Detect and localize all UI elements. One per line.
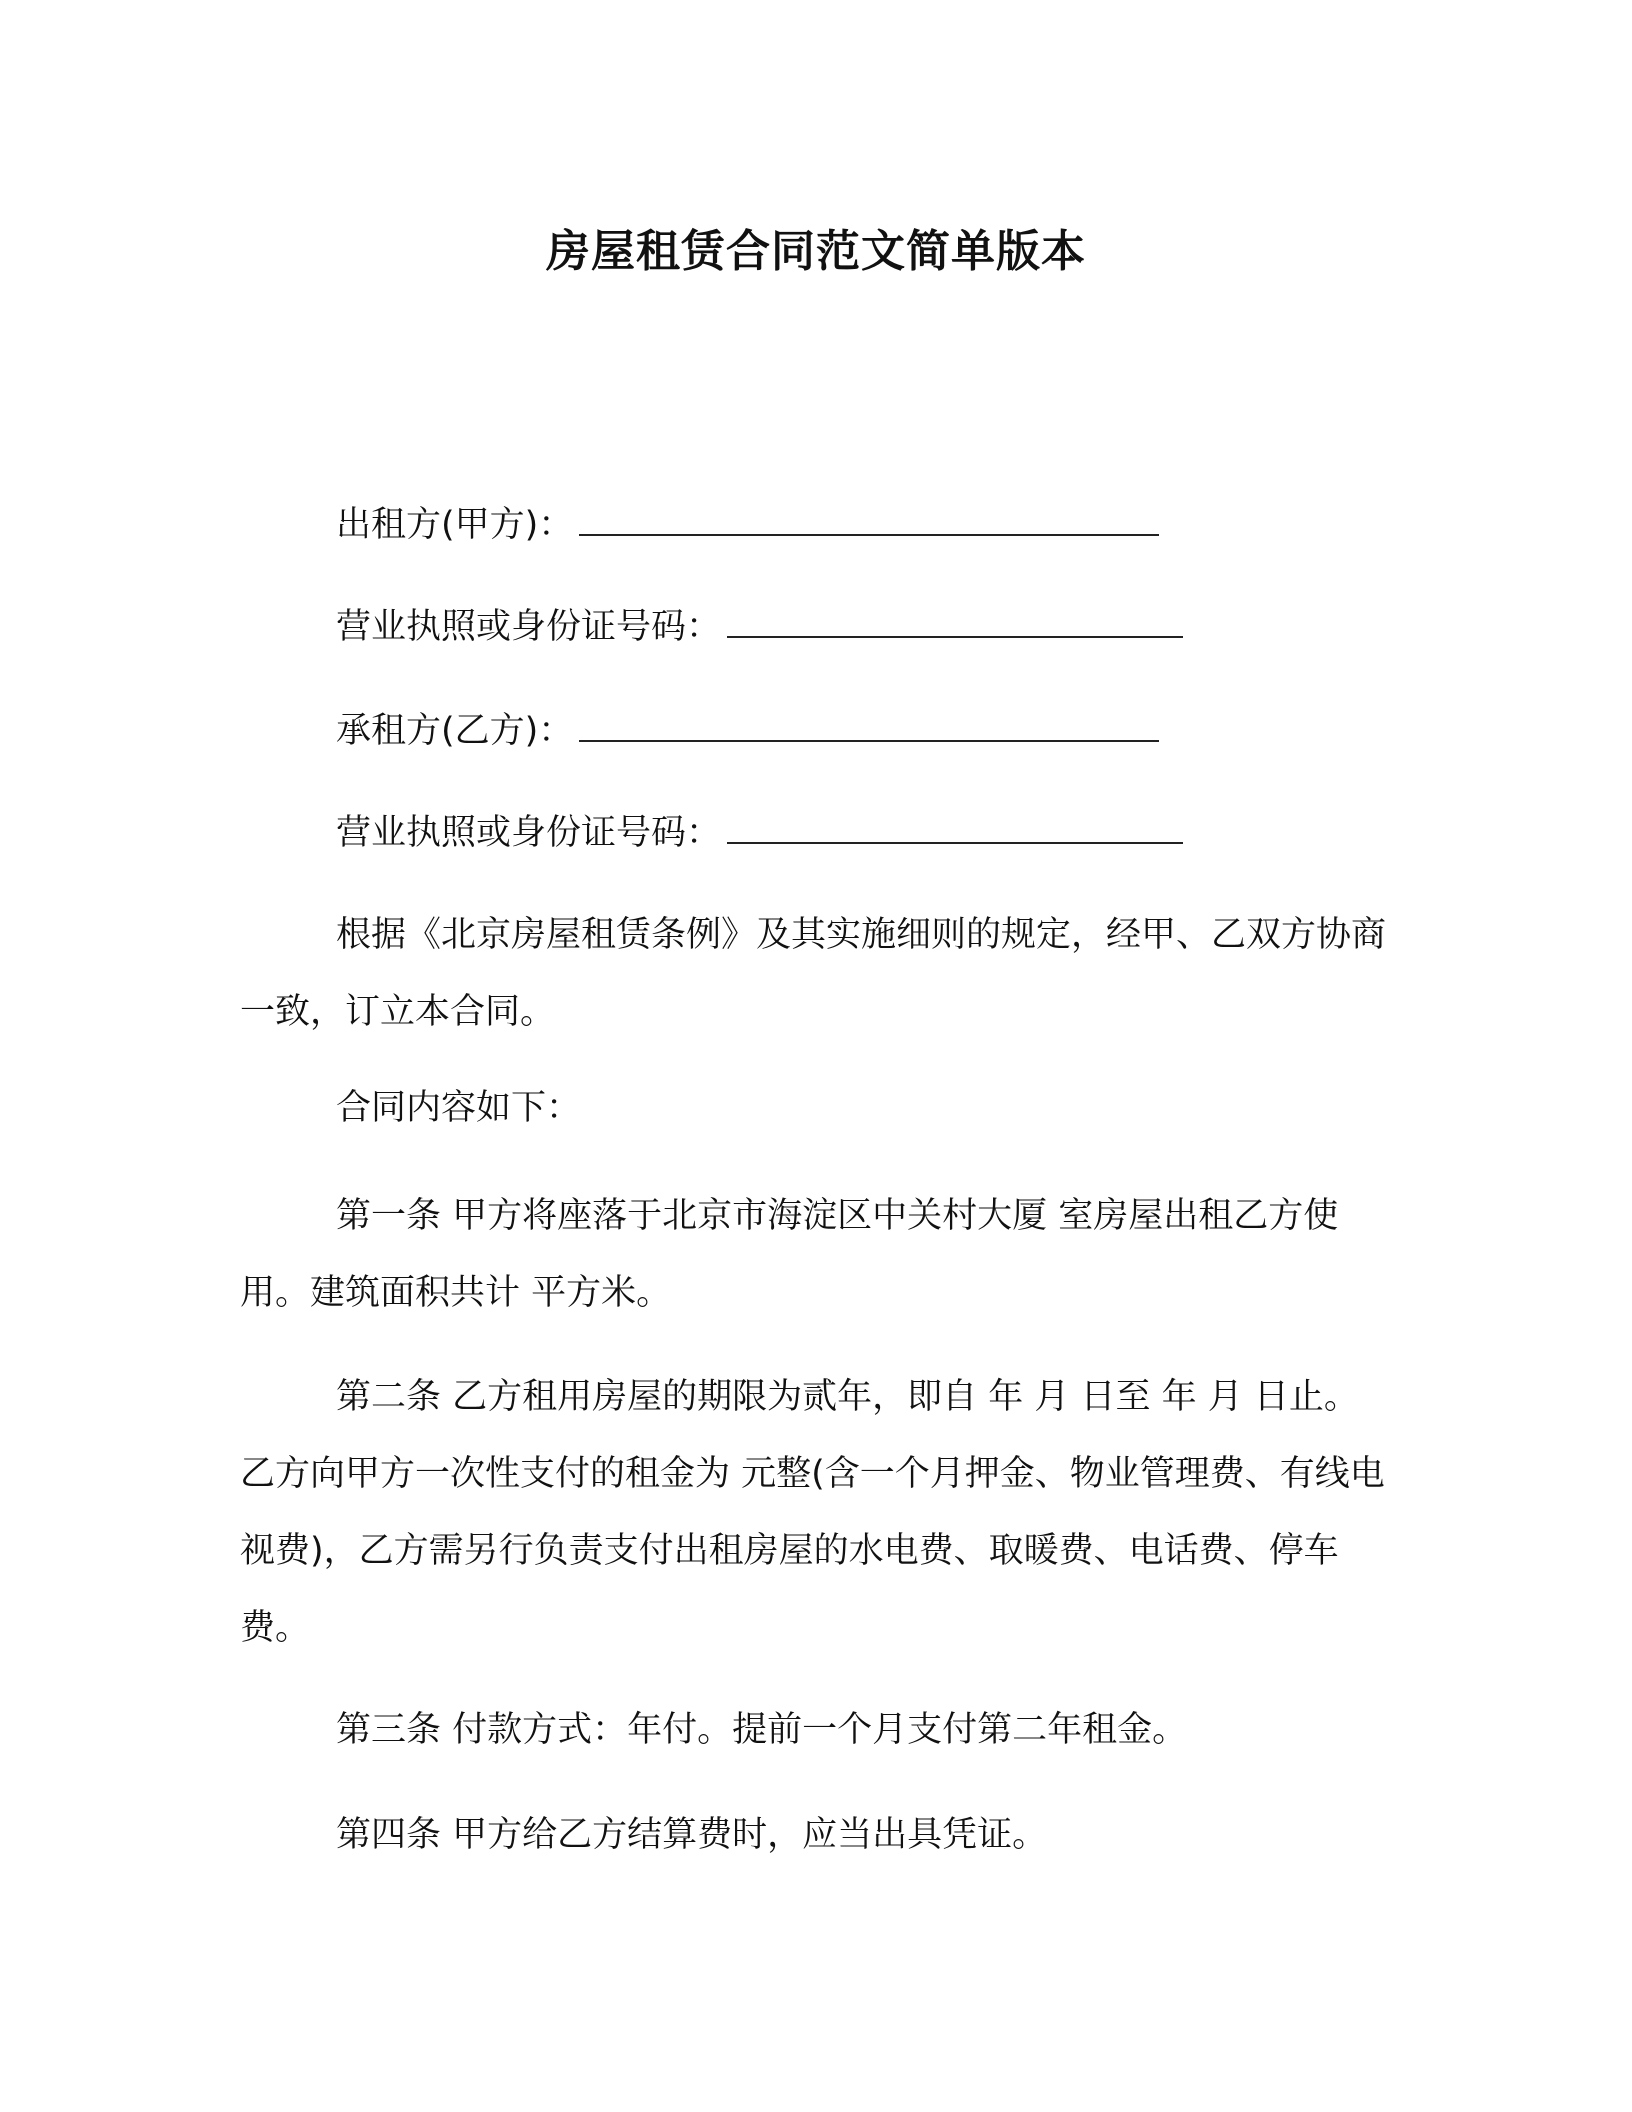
document-title: 房屋租赁合同范文简单版本	[546, 226, 1086, 277]
lessor-field	[336, 500, 1159, 550]
lessor-id-blank-line[interactable]	[727, 606, 1183, 638]
contents-heading: 合同内容如下：	[336, 1088, 582, 1128]
lessor-id-field	[336, 602, 1183, 652]
lessee-blank-line[interactable]	[579, 710, 1159, 742]
lessor-label: 出租方(甲方)：	[336, 505, 574, 545]
lessee-label: 承租方(乙方)：	[336, 711, 574, 751]
lessor-id-label: 营业执照或身份证号码：	[336, 607, 722, 647]
lessee-id-field	[336, 808, 1183, 858]
article-2-paragraph: 第二条 乙方租用房屋的期限为贰年，即自 年 月 日至 年 月 日止。乙方向甲方一次性支付的租金为 元整(含一个月押金、物业管理费、有线电视费)，乙方需另行负责支付出租房屋的水电费、取暖费、电话费、停车费。	[240, 1377, 1385, 1648]
lessee-id-label: 营业执照或身份证号码：	[336, 813, 722, 853]
preamble-paragraph: 根据《北京房屋租赁条例》及其实施细则的规定，经甲、乙双方协商一致，订立本合同。	[240, 915, 1387, 1032]
lessee-field	[336, 706, 1159, 756]
article-1-paragraph: 第一条 甲方将座落于北京市海淀区中关村大厦 室房屋出租乙方使用。建筑面积共计 平方米。	[240, 1196, 1339, 1313]
lessee-id-blank-line[interactable]	[727, 812, 1183, 844]
lessor-blank-line[interactable]	[579, 504, 1159, 536]
article-4-paragraph: 第四条 甲方给乙方结算费时，应当出具凭证。	[336, 1815, 1048, 1855]
article-3-paragraph: 第三条 付款方式：年付。提前一个月支付第二年租金。	[336, 1710, 1188, 1750]
